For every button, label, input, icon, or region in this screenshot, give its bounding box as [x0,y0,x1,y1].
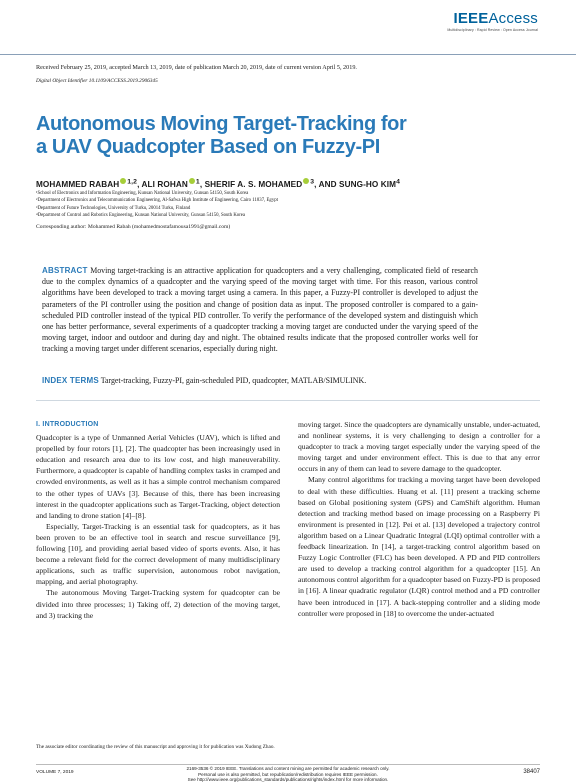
left-column [36,419,280,621]
license-line: Personal use is also permitted, but republication/redistribution requires IEEE permission. [198,771,378,777]
journal-logo [447,10,538,32]
author-name: ALI ROHAN [141,180,188,189]
orcid-icon[interactable] [189,178,195,184]
index-terms-label: INDEX TERMS [42,376,99,385]
logo-accent: Access [488,10,538,27]
abstract-label: ABSTRACT [42,266,88,275]
license-line: 2169-3536 © 2019 IEEE. Translations and content mining are permitted for academic research only. [186,766,390,771]
title-line-1: Autonomous Moving Target-Tracking for [36,113,407,135]
author-list: MOHAMMED RABAH $^{1,2}$, ALI ROHAN $^1$, SHERIF A. S. MOHAMED $^3$, AND SUNG-HO KIM$^4$ [36,178,400,189]
affiliation: ⁴Department of Control and Robotics Engineering, Kunsan National University, Gunsan 54150, South Korea [36,213,246,219]
editor-footnote: The associate editor coordinating the review of this manuscript and approving it for publication was Xudong Zhao. [36,744,275,750]
paragraph: Especially, Target-Tracking is an essential task for quadcopters, as it has been proven to be an effective tool in search and rescue surveillance [9], following [10], and providing aerial based video of sports events. Also, it has become a relevant field for the correct development of many multidisciplinary applications, such as traffic supervision, autonomous robot navigation, mapping, and aerial photography. [36,521,280,587]
author-name: SHERIF A. S. MOHAMED [204,180,303,189]
abstract [42,265,478,355]
paper-title [36,113,476,159]
right-column [298,419,540,619]
volume-label: VOLUME 7, 2019 [36,770,74,775]
license-notice [150,766,426,783]
author-name: AND SUNG-HO KIM [318,180,397,189]
doi: Digital Object Identifier 10.1109/ACCESS.2019.2906345 [36,78,158,84]
affiliations [36,190,278,220]
author-affil-ref: 1,2 [127,178,138,186]
paragraph: Many control algorithms for tracking a moving target have been developed to deal with these difficulties. Huang et al. [11] present a tracking scheme based on Global positioning system (GPS) and CamShift algorithm. Human detection and tracking method based on image processing on a Raspberry Pi environment is presented in [12]. Pei et al. [13] developed a trajectory control algorithm based on a Linear Quadratic Integral (LQI) optimal controller with a feedback linearization. In [14], a target-tracking control algorithm based on Fuzzy Logic Controller (FLC) has been developed. A PD and PID controllers are used to develop a tracking control algorithm for a quadcopter [15]. An autonomous control algorithm for a quadcopter based on Fuzzy-PD is proposed in [16]. A linear quadratic regulator (LQR) control method and a PD controller have been introduced in [17]. A back-stepping controller and a sliding mode controller were proposed in [18] to overcome the under-actuated [298,475,540,618]
logo-tagline: Multidisciplinary : Rapid Review : Open Access Journal [447,28,538,32]
affiliation: ³Department of Future Technologies, University of Turku, 20014 Turku, Finland [36,205,191,211]
license-link[interactable]: See http://www.ieee.org/publications_standards/publications/rights/index.html for more information. [187,777,389,782]
corresponding-author: Corresponding author: Mohammed Rabah (mohamedmostafamousa1991@gmail.com) [36,224,231,230]
title-line-2: a UAV Quadcopter Based on Fuzzy-PI [36,136,380,158]
paragraph: moving target. Since the quadcopters are dynamically unstable, under-actuated, and nonlinear systems, it is very challenging to design a controller for a quadcopter to track a moving target especially under the varying speed of the moving target and under environment effect. This is due to that any error occurs in any of them can lead to severe damage to the quadcopter. [298,420,540,474]
orcid-icon[interactable] [303,178,309,184]
index-terms-text: Target-tracking, Fuzzy-PI, gain-scheduled PID, quadcopter, MATLAB/SIMULINK. [100,376,367,385]
section-divider [36,400,540,401]
section-heading: I. INTRODUCTION [36,421,99,428]
abstract-text: Moving target-tracking is an attractive application for quadcopters and a very challenging, complicated field of research due to the complex dynamics of a quadcopter and the varying speed of the moving target with time. For this reason, various control algorithms have been developed to track a moving target using a camera. In this paper, a Fuzzy-PI controller is developed to adjust the parameters of the PI controller using the position and change of position data as input. The proposed controller is compared to a gain-scheduled PID controller instead of the typical PID controller. To verify the performance of the developed system and distinguish which one has better performance, several experiments of a quadcopter tracking a moving target are conducted under the varying speed of the moving target, indoor and outdoor and during day and night. The obtained results indicate that the proposed controller works well for tracking a moving target under different scenarios, especially during night. [42,266,478,354]
author-affil-ref: 4 [396,178,400,186]
header-divider [0,54,576,55]
page-number: 38407 [523,769,540,775]
affiliation: ¹School of Electronics and Information Engineering, Kunsan National University, Gunsan 54150, South Korea [36,191,249,196]
paragraph: Quadcopter is a type of Unmanned Aerial Vehicles (UAV), which is lifted and propelled by four rotors [1], [2]. The quadcopter has been increasingly used in education and research area due to its low cost, and high maneuverability. Furthermore, a quadcopter is capable of handling complex tasks in cramped and crowded environments, as well as it has a simple control mechanism compared to the other types of UAVs [3]. Because of this, there has been increasing interest in the quadcopter applications such as Target-Tracking, object detection and landing to drone station [4]–[8]. [36,433,280,520]
index-terms [42,376,366,385]
logo-main: IEEE [453,10,489,27]
author-name: MOHAMMED RABAH [36,180,120,189]
affiliation: ²Department of Electronics and Telecommunication Engineering, Al-Safwa High Institute of Engineering, Cairo 11837, Egypt [36,198,278,204]
footer-divider [36,764,540,765]
paragraph: The autonomous Moving Target-Tracking system for quadcopter can be divided into three processes; 1) Taking off, 2) detection of the moving target, and 3) tracking the [36,588,280,620]
publication-dates: Received February 25, 2019, accepted March 13, 2019, date of publication March 20, 2019, date of current version April 5, 2019. [36,64,357,71]
author-affil-ref: 1 [195,178,200,186]
author-affil-ref: 3 [310,178,315,186]
orcid-icon[interactable] [120,178,126,184]
